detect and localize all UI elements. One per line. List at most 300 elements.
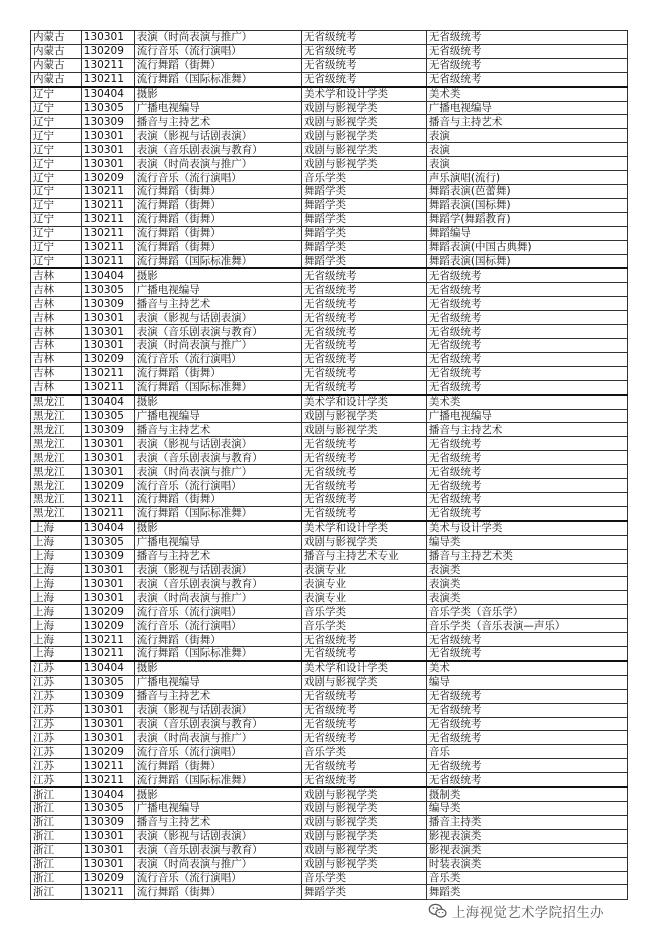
- major-code-cell: 130309: [81, 423, 134, 437]
- school-category-cell: 表演类: [426, 591, 627, 605]
- table-row: [31, 703, 628, 717]
- major-name-cell: 摄影: [134, 268, 301, 282]
- major-code-cell: 130211: [81, 58, 134, 72]
- major-name-cell: 表演（音乐剧表演与教育）: [134, 843, 301, 857]
- exam-category-cell: 舞蹈学类: [301, 240, 426, 254]
- table-row: [31, 829, 628, 843]
- school-category-cell: 声乐演唱(流行): [426, 171, 627, 185]
- watermark: [428, 901, 604, 921]
- major-name-cell: 表演（音乐剧表演与教育）: [134, 451, 301, 465]
- major-name-cell: 流行音乐（流行演唱）: [134, 352, 301, 366]
- school-category-cell: 无省级统考: [426, 44, 627, 58]
- major-name-cell: 广播电视编导: [134, 535, 301, 549]
- province-cell: 黑龙江: [31, 423, 82, 437]
- major-code-cell: 130404: [81, 87, 134, 101]
- province-cell: 辽宁: [31, 240, 82, 254]
- province-cell: 吉林: [31, 339, 82, 353]
- exam-category-cell: 表演专业: [301, 591, 426, 605]
- major-code-cell: 130301: [81, 465, 134, 479]
- major-code-cell: 130301: [81, 717, 134, 731]
- major-code-cell: 130301: [81, 591, 134, 605]
- province-cell: 江苏: [31, 745, 82, 759]
- exam-category-cell: 戏剧与影视学类: [301, 535, 426, 549]
- exam-category-cell: 无省级统考: [301, 479, 426, 493]
- table-row: [31, 226, 628, 240]
- exam-category-cell: 无省级统考: [301, 451, 426, 465]
- table-row: [31, 268, 628, 282]
- table-row: [31, 815, 628, 829]
- major-code-cell: 130404: [81, 395, 134, 409]
- table-row: [31, 115, 628, 129]
- exam-category-cell: 无省级统考: [301, 283, 426, 297]
- school-category-cell: 摄制类: [426, 787, 627, 801]
- table-row: [31, 647, 628, 661]
- province-cell: 江苏: [31, 717, 82, 731]
- exam-category-cell: 舞蹈学类: [301, 185, 426, 199]
- table-row: [31, 129, 628, 143]
- province-cell: 江苏: [31, 773, 82, 787]
- major-code-cell: 130211: [81, 506, 134, 520]
- major-name-cell: 广播电视编导: [134, 283, 301, 297]
- province-cell: 吉林: [31, 352, 82, 366]
- major-name-cell: 表演（音乐剧表演与教育）: [134, 143, 301, 157]
- table-row: [31, 689, 628, 703]
- school-category-cell: 无省级统考: [426, 325, 627, 339]
- major-name-cell: 播音与主持艺术: [134, 297, 301, 311]
- table-row: [31, 717, 628, 731]
- exam-category-cell: 无省级统考: [301, 366, 426, 380]
- table-row: [31, 212, 628, 226]
- province-cell: 江苏: [31, 675, 82, 689]
- table-row: [31, 577, 628, 591]
- exam-category-cell: 无省级统考: [301, 339, 426, 353]
- school-category-cell: 无省级统考: [426, 437, 627, 451]
- exam-category-cell: 戏剧与影视学类: [301, 115, 426, 129]
- exam-category-cell: 播音与主持艺术专业: [301, 549, 426, 563]
- major-code-cell: 130301: [81, 31, 134, 45]
- school-category-cell: 影视表演类: [426, 829, 627, 843]
- school-category-cell: 无省级统考: [426, 633, 627, 647]
- major-code-cell: 130211: [81, 633, 134, 647]
- province-cell: 江苏: [31, 661, 82, 675]
- major-name-cell: 表演（音乐剧表演与教育）: [134, 717, 301, 731]
- major-code-cell: 130211: [81, 759, 134, 773]
- province-cell: 内蒙古: [31, 44, 82, 58]
- table-row: [31, 352, 628, 366]
- major-name-cell: 表演（时尚表演与推广）: [134, 591, 301, 605]
- major-code-cell: 130305: [81, 675, 134, 689]
- province-cell: 辽宁: [31, 212, 82, 226]
- major-code-cell: 130211: [81, 366, 134, 380]
- major-name-cell: 广播电视编导: [134, 409, 301, 423]
- table-row: [31, 802, 628, 816]
- province-cell: 吉林: [31, 297, 82, 311]
- province-cell: 辽宁: [31, 143, 82, 157]
- exam-category-cell: 无省级统考: [301, 689, 426, 703]
- major-code-cell: 130301: [81, 325, 134, 339]
- table-row: [31, 871, 628, 885]
- province-cell: 黑龙江: [31, 395, 82, 409]
- school-category-cell: 播音与主持艺术类: [426, 549, 627, 563]
- school-category-cell: 播音与主持艺术: [426, 115, 627, 129]
- province-cell: 浙江: [31, 857, 82, 871]
- major-code-cell: 130301: [81, 143, 134, 157]
- province-cell: 浙江: [31, 802, 82, 816]
- school-category-cell: 无省级统考: [426, 689, 627, 703]
- major-code-cell: 130305: [81, 535, 134, 549]
- table-row: [31, 731, 628, 745]
- major-name-cell: 表演（音乐剧表演与教育）: [134, 325, 301, 339]
- major-code-cell: 130211: [81, 493, 134, 507]
- major-name-cell: 流行音乐（流行演唱）: [134, 171, 301, 185]
- exam-category-cell: 无省级统考: [301, 759, 426, 773]
- major-code-cell: 130209: [81, 871, 134, 885]
- exam-category-cell: 无省级统考: [301, 380, 426, 394]
- major-code-cell: 130209: [81, 44, 134, 58]
- major-name-cell: 流行舞蹈（国际标准舞）: [134, 647, 301, 661]
- major-code-cell: 130209: [81, 605, 134, 619]
- table-row: [31, 325, 628, 339]
- school-category-cell: 舞蹈学(舞蹈教育): [426, 212, 627, 226]
- major-code-cell: 130211: [81, 254, 134, 268]
- major-name-cell: 流行音乐（流行演唱）: [134, 44, 301, 58]
- school-category-cell: 美术类: [426, 395, 627, 409]
- major-code-cell: 130301: [81, 129, 134, 143]
- school-category-cell: 舞蹈表演(国标舞): [426, 198, 627, 212]
- major-code-cell: 130404: [81, 521, 134, 535]
- province-cell: 内蒙古: [31, 31, 82, 45]
- school-category-cell: 无省级统考: [426, 451, 627, 465]
- major-name-cell: 流行舞蹈（街舞）: [134, 493, 301, 507]
- table-row: [31, 311, 628, 325]
- table-row: [31, 506, 628, 520]
- exam-category-cell: 无省级统考: [301, 465, 426, 479]
- major-code-cell: 130301: [81, 437, 134, 451]
- school-category-cell: 影视表演类: [426, 843, 627, 857]
- table-row: [31, 451, 628, 465]
- table-row: [31, 745, 628, 759]
- major-code-cell: 130301: [81, 731, 134, 745]
- major-code-cell: 130305: [81, 101, 134, 115]
- school-category-cell: 舞蹈类: [426, 885, 627, 900]
- school-category-cell: 无省级统考: [426, 58, 627, 72]
- major-name-cell: 摄影: [134, 87, 301, 101]
- school-category-cell: 美术与设计学类: [426, 521, 627, 535]
- table-row: [31, 101, 628, 115]
- major-code-cell: 130309: [81, 297, 134, 311]
- table-row: [31, 380, 628, 394]
- province-cell: 黑龙江: [31, 451, 82, 465]
- exam-category-cell: 舞蹈学类: [301, 198, 426, 212]
- school-category-cell: 无省级统考: [426, 703, 627, 717]
- province-cell: 上海: [31, 577, 82, 591]
- table-row: [31, 479, 628, 493]
- table-row: [31, 619, 628, 633]
- major-name-cell: 播音与主持艺术: [134, 549, 301, 563]
- major-name-cell: 播音与主持艺术: [134, 815, 301, 829]
- province-cell: 上海: [31, 633, 82, 647]
- province-cell: 辽宁: [31, 157, 82, 171]
- major-code-cell: 130404: [81, 787, 134, 801]
- table-row: [31, 198, 628, 212]
- major-name-cell: 表演（时尚表演与推广）: [134, 731, 301, 745]
- major-code-cell: 130209: [81, 352, 134, 366]
- exam-category-cell: 戏剧与影视学类: [301, 157, 426, 171]
- exam-category-cell: 无省级统考: [301, 493, 426, 507]
- province-cell: 辽宁: [31, 185, 82, 199]
- exam-category-cell: 无省级统考: [301, 731, 426, 745]
- province-cell: 浙江: [31, 871, 82, 885]
- table-row: [31, 857, 628, 871]
- province-cell: 黑龙江: [31, 465, 82, 479]
- province-cell: 浙江: [31, 885, 82, 900]
- exam-category-cell: 表演专业: [301, 577, 426, 591]
- exam-category-cell: 美术学和设计学类: [301, 521, 426, 535]
- table-row: [31, 72, 628, 86]
- major-name-cell: 流行舞蹈（街舞）: [134, 366, 301, 380]
- exam-category-cell: 戏剧与影视学类: [301, 143, 426, 157]
- table-row: [31, 297, 628, 311]
- table-row: [31, 521, 628, 535]
- school-category-cell: 表演: [426, 143, 627, 157]
- table-row: [31, 58, 628, 72]
- major-code-cell: 130404: [81, 661, 134, 675]
- exam-category-cell: 无省级统考: [301, 647, 426, 661]
- major-name-cell: 流行舞蹈（街舞）: [134, 185, 301, 199]
- table-row: [31, 31, 628, 45]
- province-cell: 辽宁: [31, 115, 82, 129]
- exam-category-cell: 舞蹈学类: [301, 212, 426, 226]
- school-category-cell: 无省级统考: [426, 465, 627, 479]
- major-code-cell: 130404: [81, 268, 134, 282]
- province-cell: 上海: [31, 563, 82, 577]
- school-category-cell: 时装表演类: [426, 857, 627, 871]
- major-name-cell: 广播电视编导: [134, 101, 301, 115]
- major-name-cell: 表演（影视与话剧表演）: [134, 437, 301, 451]
- major-name-cell: 表演（影视与话剧表演）: [134, 563, 301, 577]
- major-name-cell: 表演（影视与话剧表演）: [134, 311, 301, 325]
- major-name-cell: 摄影: [134, 395, 301, 409]
- major-name-cell: 表演（时尚表演与推广）: [134, 157, 301, 171]
- exam-category-cell: 戏剧与影视学类: [301, 675, 426, 689]
- school-category-cell: 编导类: [426, 535, 627, 549]
- school-category-cell: 表演: [426, 129, 627, 143]
- exam-category-cell: 无省级统考: [301, 352, 426, 366]
- exam-category-cell: 无省级统考: [301, 437, 426, 451]
- school-category-cell: 无省级统考: [426, 31, 627, 45]
- table-row: [31, 493, 628, 507]
- table-body: [31, 31, 628, 900]
- school-category-cell: 表演: [426, 157, 627, 171]
- table-row: [31, 535, 628, 549]
- major-name-cell: 流行音乐（流行演唱）: [134, 871, 301, 885]
- table-row: [31, 437, 628, 451]
- table-row: [31, 661, 628, 675]
- province-cell: 浙江: [31, 829, 82, 843]
- school-category-cell: 无省级统考: [426, 366, 627, 380]
- school-category-cell: 无省级统考: [426, 339, 627, 353]
- school-category-cell: 无省级统考: [426, 493, 627, 507]
- major-code-cell: 130301: [81, 339, 134, 353]
- school-category-cell: 表演类: [426, 563, 627, 577]
- table-row: [31, 591, 628, 605]
- table-row: [31, 549, 628, 563]
- province-cell: 吉林: [31, 311, 82, 325]
- exam-category-cell: 戏剧与影视学类: [301, 857, 426, 871]
- province-cell: 上海: [31, 549, 82, 563]
- major-name-cell: 流行舞蹈（国际标准舞）: [134, 506, 301, 520]
- province-cell: 上海: [31, 647, 82, 661]
- admission-table: [30, 30, 628, 900]
- major-name-cell: 流行舞蹈（街舞）: [134, 240, 301, 254]
- table-row: [31, 787, 628, 801]
- school-category-cell: 美术类: [426, 87, 627, 101]
- major-code-cell: 130301: [81, 563, 134, 577]
- table-row: [31, 366, 628, 380]
- province-cell: 黑龙江: [31, 437, 82, 451]
- exam-category-cell: 戏剧与影视学类: [301, 423, 426, 437]
- table-row: [31, 87, 628, 101]
- table-row: [31, 675, 628, 689]
- province-cell: 上海: [31, 591, 82, 605]
- major-name-cell: 表演（时尚表演与推广）: [134, 857, 301, 871]
- exam-category-cell: 舞蹈学类: [301, 254, 426, 268]
- major-name-cell: 播音与主持艺术: [134, 689, 301, 703]
- major-code-cell: 130211: [81, 647, 134, 661]
- exam-category-cell: 无省级统考: [301, 717, 426, 731]
- province-cell: 辽宁: [31, 254, 82, 268]
- major-name-cell: 表演（影视与话剧表演）: [134, 703, 301, 717]
- province-cell: 江苏: [31, 703, 82, 717]
- table-row: [31, 185, 628, 199]
- exam-category-cell: 戏剧与影视学类: [301, 409, 426, 423]
- exam-category-cell: 戏剧与影视学类: [301, 815, 426, 829]
- school-category-cell: 无省级统考: [426, 773, 627, 787]
- exam-category-cell: 无省级统考: [301, 58, 426, 72]
- exam-category-cell: 戏剧与影视学类: [301, 802, 426, 816]
- province-cell: 黑龙江: [31, 506, 82, 520]
- table-row: [31, 843, 628, 857]
- province-cell: 黑龙江: [31, 493, 82, 507]
- school-category-cell: 美术: [426, 661, 627, 675]
- province-cell: 上海: [31, 605, 82, 619]
- province-cell: 浙江: [31, 815, 82, 829]
- province-cell: 上海: [31, 619, 82, 633]
- province-cell: 内蒙古: [31, 72, 82, 86]
- exam-category-cell: 音乐学类: [301, 171, 426, 185]
- school-category-cell: 编导: [426, 675, 627, 689]
- major-name-cell: 广播电视编导: [134, 675, 301, 689]
- wechat-icon: [428, 901, 448, 921]
- school-category-cell: 播音与主持艺术: [426, 423, 627, 437]
- major-name-cell: 流行舞蹈（街舞）: [134, 226, 301, 240]
- major-name-cell: 流行舞蹈（街舞）: [134, 885, 301, 900]
- school-category-cell: 舞蹈表演(国标舞): [426, 254, 627, 268]
- table-row: [31, 409, 628, 423]
- major-name-cell: 流行舞蹈（街舞）: [134, 58, 301, 72]
- exam-category-cell: 戏剧与影视学类: [301, 843, 426, 857]
- table-row: [31, 563, 628, 577]
- major-name-cell: 流行舞蹈（国际标准舞）: [134, 72, 301, 86]
- major-code-cell: 130301: [81, 311, 134, 325]
- table-row: [31, 395, 628, 409]
- exam-category-cell: 美术学和设计学类: [301, 87, 426, 101]
- school-category-cell: 音乐类: [426, 871, 627, 885]
- exam-category-cell: 无省级统考: [301, 268, 426, 282]
- major-code-cell: 130301: [81, 843, 134, 857]
- school-category-cell: 无省级统考: [426, 72, 627, 86]
- major-code-cell: 130301: [81, 157, 134, 171]
- province-cell: 江苏: [31, 759, 82, 773]
- major-code-cell: 130211: [81, 773, 134, 787]
- major-name-cell: 流行音乐（流行演唱）: [134, 745, 301, 759]
- major-code-cell: 130211: [81, 226, 134, 240]
- exam-category-cell: 无省级统考: [301, 506, 426, 520]
- exam-category-cell: 无省级统考: [301, 72, 426, 86]
- major-name-cell: 流行音乐（流行演唱）: [134, 619, 301, 633]
- major-code-cell: 130301: [81, 857, 134, 871]
- table-row: [31, 759, 628, 773]
- province-cell: 吉林: [31, 366, 82, 380]
- school-category-cell: 表演类: [426, 577, 627, 591]
- major-code-cell: 130309: [81, 549, 134, 563]
- school-category-cell: 无省级统考: [426, 352, 627, 366]
- major-name-cell: 表演（影视与话剧表演）: [134, 829, 301, 843]
- exam-category-cell: 美术学和设计学类: [301, 661, 426, 675]
- major-code-cell: 130211: [81, 72, 134, 86]
- major-code-cell: 130211: [81, 185, 134, 199]
- exam-category-cell: 无省级统考: [301, 311, 426, 325]
- province-cell: 内蒙古: [31, 58, 82, 72]
- province-cell: 吉林: [31, 325, 82, 339]
- school-category-cell: 无省级统考: [426, 479, 627, 493]
- major-name-cell: 播音与主持艺术: [134, 423, 301, 437]
- exam-category-cell: 无省级统考: [301, 773, 426, 787]
- school-category-cell: 无省级统考: [426, 283, 627, 297]
- major-name-cell: 表演（时尚表演与推广）: [134, 339, 301, 353]
- major-name-cell: 摄影: [134, 787, 301, 801]
- province-cell: 上海: [31, 521, 82, 535]
- major-name-cell: 流行舞蹈（街舞）: [134, 198, 301, 212]
- school-category-cell: 音乐学类（音乐学）: [426, 605, 627, 619]
- school-category-cell: 无省级统考: [426, 506, 627, 520]
- major-code-cell: 130209: [81, 479, 134, 493]
- province-cell: 浙江: [31, 787, 82, 801]
- table-row: [31, 240, 628, 254]
- exam-category-cell: 无省级统考: [301, 633, 426, 647]
- school-category-cell: 无省级统考: [426, 759, 627, 773]
- school-category-cell: 无省级统考: [426, 311, 627, 325]
- school-category-cell: 广播电视编导: [426, 409, 627, 423]
- school-category-cell: 无省级统考: [426, 717, 627, 731]
- major-code-cell: 130301: [81, 703, 134, 717]
- school-category-cell: 舞蹈表演(中国古典舞): [426, 240, 627, 254]
- province-cell: 江苏: [31, 731, 82, 745]
- province-cell: 浙江: [31, 843, 82, 857]
- table-row: [31, 143, 628, 157]
- school-category-cell: 播音主持类: [426, 815, 627, 829]
- province-cell: 辽宁: [31, 171, 82, 185]
- major-name-cell: 表演（时尚表演与推广）: [134, 31, 301, 45]
- major-code-cell: 130211: [81, 198, 134, 212]
- province-cell: 辽宁: [31, 129, 82, 143]
- exam-category-cell: 戏剧与影视学类: [301, 829, 426, 843]
- major-code-cell: 130301: [81, 451, 134, 465]
- major-code-cell: 130301: [81, 577, 134, 591]
- major-code-cell: 130305: [81, 409, 134, 423]
- exam-category-cell: 戏剧与影视学类: [301, 101, 426, 115]
- exam-category-cell: 无省级统考: [301, 31, 426, 45]
